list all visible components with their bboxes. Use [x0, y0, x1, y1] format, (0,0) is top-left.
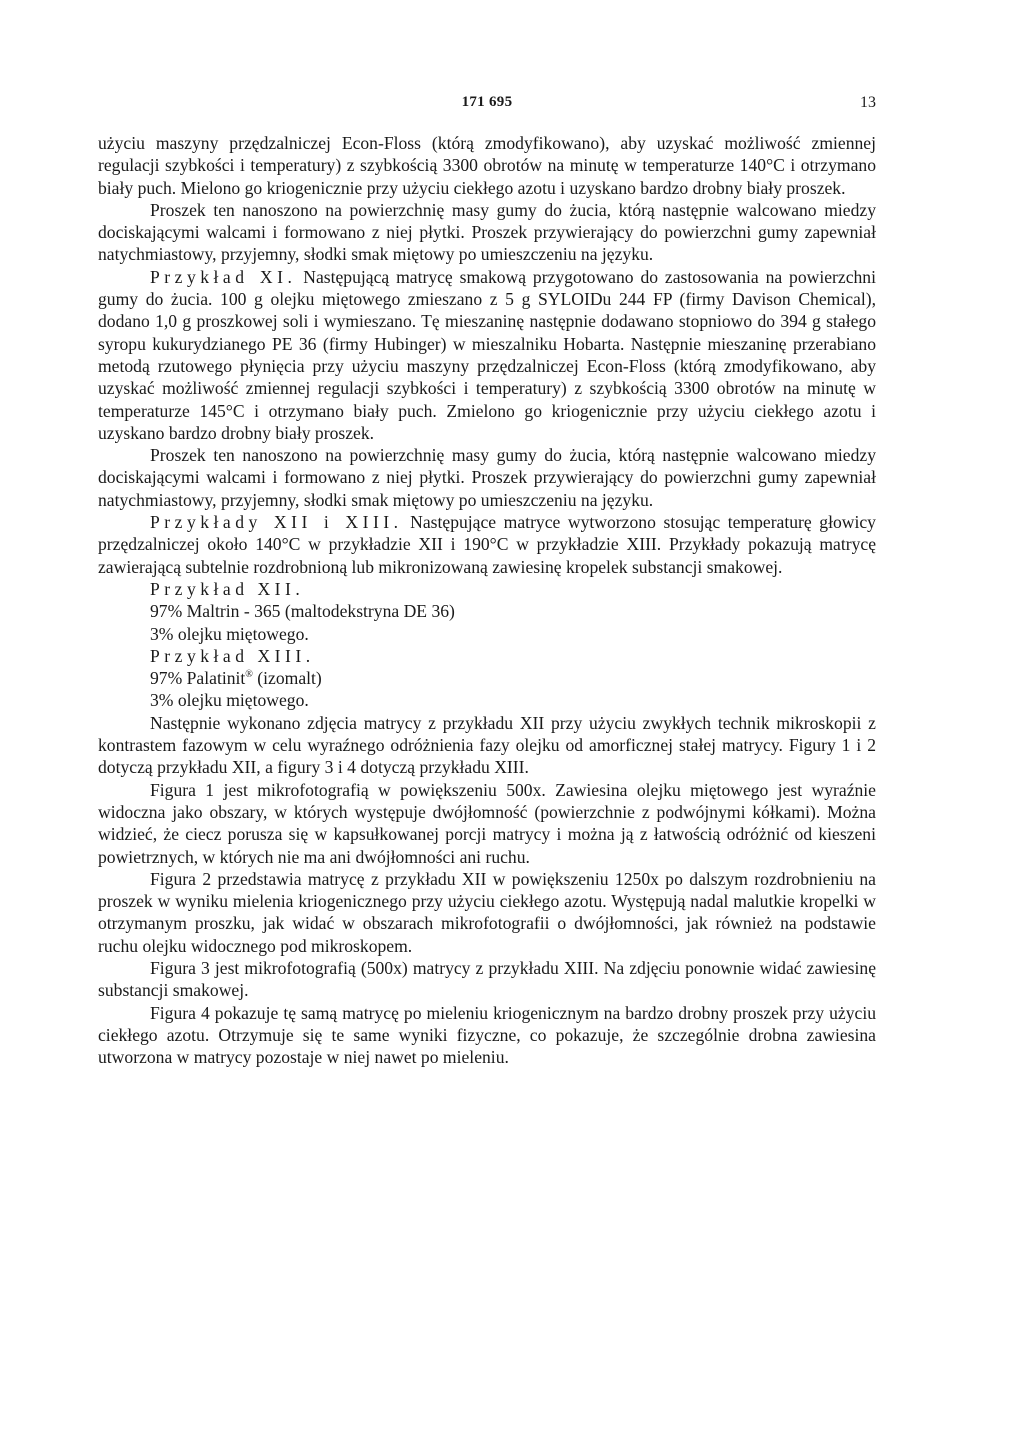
page-number: 13 — [860, 94, 876, 111]
paragraph-text: Następujące matryce wytworzono stosując temperaturę głowicy przędzalniczej około 140°C w przykładzie XII i 190°C w przykładzie XIII. Przykłady pokazują matrycę zawierającą subtelnie rozdrobnioną lub mikronizowaną zawiesinę kropelek substancji smakowej. — [98, 512, 876, 577]
paragraph: Figura 4 pokazuje tę samą matrycę po mieleniu kriogenicznym na bardzo drobny proszek przy użyciu ciekłego azotu. Otrzymuje się te same wyniki fizyczne, co pokazuje, że szczególnie drobna zawiesina utworzona w matrycy pozostaje w niej nawet po mieleniu. — [98, 1002, 876, 1068]
ingredient-item: 3% olejku miętowego. — [150, 623, 309, 644]
paragraph: Proszek ten nanoszono na powierzchnię masy gumy do żucia, którą następnie walcowano miedzy dociskającymi walcami i formowano z niej płytki. Proszek przywierający do powierzchni gumy zapewniał natychmiastowy, przyjemny, słodki smak miętowy po umieszczeniu na języku. — [98, 199, 876, 265]
example-heading: Przykład XII. — [150, 578, 305, 599]
paragraph: użyciu maszyny przędzalniczej Econ-Floss (którą zmodyfikowano), aby uzyskać możliwość zmiennej regulacji szybkości i temperatury) z szybkością 3300 obrotów na minutę w temperaturze 140°C i otrzymano biały puch. Mielono go kriogenicznie przy użyciu ciekłego azotu i uzyskano bardzo drobny biały proszek. — [98, 133, 876, 198]
paragraph: Figura 3 jest mikrofotografią (500x) matrycy z przykładu XIII. Na zdjęciu ponownie widać zawiesinę substancji smakowej. — [98, 957, 876, 1001]
paragraph: Następnie wykonano zdjęcia matrycy z przykładu XII przy użyciu zwykłych technik mikroskopii z kontrastem fazowym w celu wyraźnego odróżnienia fazy olejku od amorficznej stałej matrycy. Figury 1 i 2 dotyczą przykładu XII, a figury 3 i 4 dotyczą przykładu XIII. — [98, 712, 876, 778]
patent-number: 171 695 — [461, 94, 513, 110]
paragraph: Proszek ten nanoszono na powierzchnię masy gumy do żucia, którą następnie walcowano miedzy dociskającymi walcami i formowano z niej płytki. Proszek przywierający do powierzchni gumy zapewniał natychmiastowy, przyjemny, słodki smak miętowy po umieszczeniu na języku. — [98, 445, 876, 510]
body-text — [98, 132, 876, 1068]
registered-mark: ® — [245, 669, 253, 681]
paragraph: Figura 2 przedstawia matrycę z przykładu XII w powiększeniu 1250x po dalszym rozdrobnieniu na proszek w wyniku mielenia kriogenicznego przy użyciu ciekłego azotu. Występują nadal malutkie kropelki w otrzymanym proszku, jak widać w obszarach mikrofotografii o dwójłomności, jak również na podstawie ruchu olejku widocznego pod mikroskopem. — [98, 868, 876, 956]
ingredient-item: 3% olejku miętowego. — [150, 690, 309, 711]
example-heading: Przykłady XII i XIII. — [150, 512, 403, 533]
page-header — [98, 94, 876, 116]
paragraph — [98, 266, 876, 444]
example-heading: Przykład XIII. — [150, 645, 315, 666]
paragraph: Figura 1 jest mikrofotografią w powiększeniu 500x. Zawiesina olejku miętowego jest wyraźnie widoczna jako obszary, w których występuje dwójłomność (powierzchnie z podwójnymi kółkami). Można widzieć, że ciecz porusza się w kapsułkowanej porcji matrycy i można ją z łatwością odróżnić od kieszeni powietrznych, w których nie ma ani dwójłomności ani ruchu. — [98, 779, 876, 867]
paragraph-text: Następującą matrycę smakową przygotowano do zastosowania na powierzchni gumy do żucia. 100 g olejku miętowego zmieszano z 5 g SYLOIDu 244 FP (firmy Davison Chemical), dodano 1,0 g proszkowej soli i wymieszano. Tę mieszaninę następnie dodawano stopniowo do 394 g stałego syropu kukurydzianego PE 36 (firmy Hubinger) w mieszalniku Hobarta. Następnie mieszaninę przerabiano metodą rzutowego płynięcia przy użyciu maszyny przędzalniczej Econ-Floss (którą zmodyfikowano, aby uzyskać możliwość zmiennej regulacji szybkości i temperatury) z szybkością 3300 obrotów na minutę w temperaturze 145°C i otrzymano biały puch. Zmielono go kriogenicznie przy użyciu ciekłego azotu i uzyskano bardzo drobny biały proszek. — [98, 266, 876, 443]
ingredient-item: 97% Palatinit® (izomalt) — [150, 668, 322, 689]
paragraph — [98, 511, 876, 578]
example-heading: Przykład XI. — [150, 266, 297, 287]
ingredient-item: 97% Maltrin - 365 (maltodekstryna DE 36) — [150, 601, 455, 622]
